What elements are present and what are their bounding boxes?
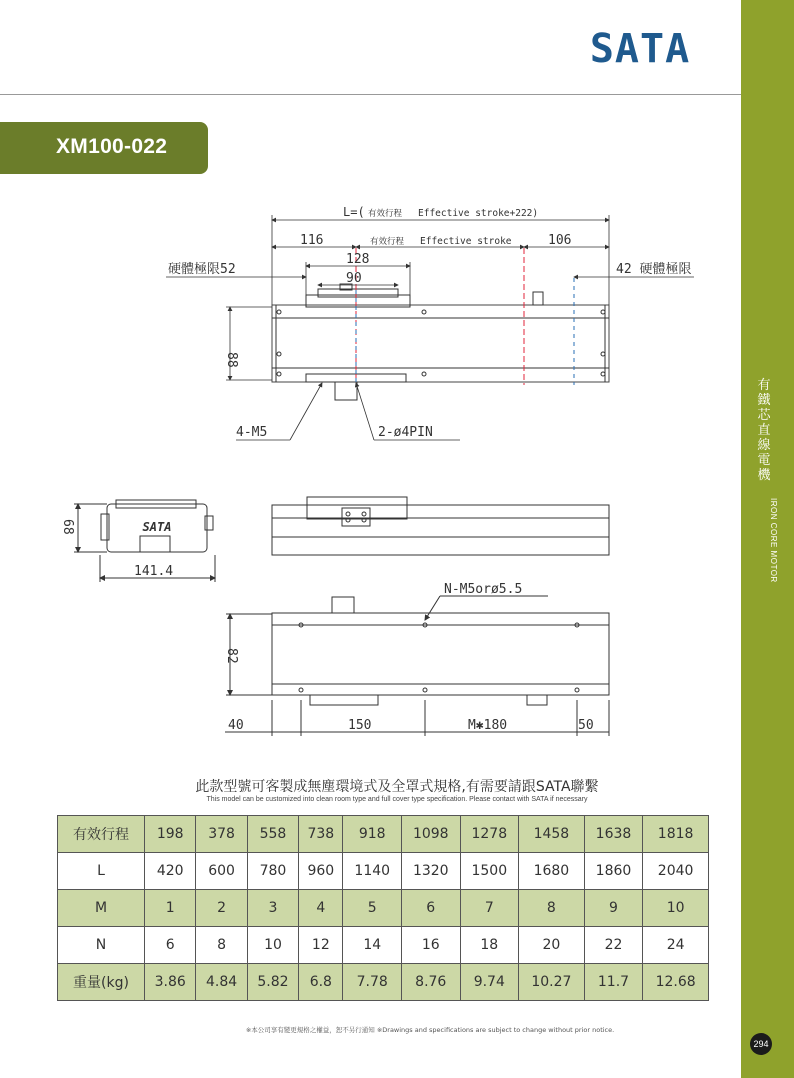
table-cell: 8 xyxy=(196,927,247,964)
row-header: 重量(kg) xyxy=(58,964,145,1001)
table-cell: 1860 xyxy=(584,853,643,890)
svg-text:116: 116 xyxy=(300,233,324,248)
row-header: N xyxy=(58,927,145,964)
table-cell: 10 xyxy=(643,890,709,927)
brand-logo xyxy=(582,24,698,70)
svg-text:106: 106 xyxy=(548,233,572,248)
table-cell: 14 xyxy=(343,927,402,964)
table-cell: 8.76 xyxy=(402,964,461,1001)
svg-text:40: 40 xyxy=(228,718,244,733)
svg-text:有效行程: 有效行程 xyxy=(370,237,405,247)
table-cell: 3 xyxy=(247,890,298,927)
table-cell: 11.7 xyxy=(584,964,643,1001)
technical-drawing xyxy=(0,190,741,750)
table-cell: 12.68 xyxy=(643,964,709,1001)
table-cell: 9 xyxy=(584,890,643,927)
table-row xyxy=(58,816,709,853)
svg-text:N-M5orø5.5: N-M5orø5.5 xyxy=(444,582,523,597)
customization-note-cn: 此款型號可客製成無塵環境式及全罩式規格,有需要請跟SATA聯繫 xyxy=(195,779,599,795)
table-cell: 4.84 xyxy=(196,964,247,1001)
table-cell: 7.78 xyxy=(343,964,402,1001)
table-cell: 20 xyxy=(519,927,585,964)
table-cell: 2 xyxy=(196,890,247,927)
table-cell: 1500 xyxy=(460,853,519,890)
table-cell: 9.74 xyxy=(460,964,519,1001)
table-cell: 7 xyxy=(460,890,519,927)
svg-text:SATA: SATA xyxy=(142,520,172,534)
footer-note: ※本公司享有變更規格之權益，恕不另行通知 ※Drawings and specifications are subject to change without prior notice. xyxy=(245,1026,615,1034)
table-cell: 780 xyxy=(247,853,298,890)
table-cell: 5.82 xyxy=(247,964,298,1001)
table-row xyxy=(58,890,709,927)
svg-text:128: 128 xyxy=(346,252,370,267)
table-cell: 22 xyxy=(584,927,643,964)
svg-text:90: 90 xyxy=(346,271,362,286)
model-title: XM100-022 xyxy=(56,135,168,158)
svg-text:SATA: SATA xyxy=(589,26,691,70)
table-cell: 1638 xyxy=(584,816,643,853)
table-cell: 1680 xyxy=(519,853,585,890)
svg-text:150: 150 xyxy=(348,718,372,733)
svg-text:82: 82 xyxy=(224,648,239,664)
table-cell: 1278 xyxy=(460,816,519,853)
spec-table xyxy=(57,815,709,1001)
page-number: 294 xyxy=(750,1033,772,1055)
sidebar-category-en: IRON CORE MOTOR xyxy=(769,498,778,583)
table-cell: 1098 xyxy=(402,816,461,853)
svg-text:Effective stroke+222): Effective stroke+222) xyxy=(418,208,539,219)
row-header: L xyxy=(58,853,145,890)
table-cell: 24 xyxy=(643,927,709,964)
table-cell: 1140 xyxy=(343,853,402,890)
svg-text:42 硬體極限: 42 硬體極限 xyxy=(616,262,692,277)
table-cell: 1458 xyxy=(519,816,585,853)
table-cell: 1 xyxy=(145,890,196,927)
table-cell: 18 xyxy=(460,927,519,964)
table-cell: 10 xyxy=(247,927,298,964)
table-cell: 1818 xyxy=(643,816,709,853)
table-cell: 960 xyxy=(299,853,343,890)
header-divider xyxy=(0,94,741,95)
sidebar xyxy=(741,0,794,1078)
table-cell: 378 xyxy=(196,816,247,853)
svg-text:2-ø4PIN: 2-ø4PIN xyxy=(378,425,433,440)
table-row xyxy=(58,964,709,1001)
table-cell: 6.8 xyxy=(299,964,343,1001)
sidebar-category-cn: 有鐵芯直線電機 xyxy=(757,378,771,483)
table-cell: 918 xyxy=(343,816,402,853)
svg-text:M✱180: M✱180 xyxy=(468,718,508,733)
svg-text:硬體極限52: 硬體極限52 xyxy=(168,262,236,277)
svg-text:50: 50 xyxy=(578,718,594,733)
table-cell: 10.27 xyxy=(519,964,585,1001)
svg-text:Effective stroke: Effective stroke xyxy=(420,236,512,247)
row-header: M xyxy=(58,890,145,927)
table-row xyxy=(58,927,709,964)
svg-text:4-M5: 4-M5 xyxy=(236,425,268,440)
table-cell: 2040 xyxy=(643,853,709,890)
table-cell: 12 xyxy=(299,927,343,964)
table-cell: 6 xyxy=(402,890,461,927)
svg-text:68: 68 xyxy=(60,519,75,535)
table-cell: 3.86 xyxy=(145,964,196,1001)
table-row xyxy=(58,853,709,890)
table-cell: 16 xyxy=(402,927,461,964)
svg-text:88: 88 xyxy=(224,352,239,368)
table-cell: 558 xyxy=(247,816,298,853)
table-cell: 420 xyxy=(145,853,196,890)
customization-note-en: This model can be customized into clean room type and full cover type specification. Please contact with SATA if necessary xyxy=(206,796,588,803)
table-cell: 8 xyxy=(519,890,585,927)
svg-text:141.4: 141.4 xyxy=(134,564,174,579)
table-cell: 600 xyxy=(196,853,247,890)
table-cell: 5 xyxy=(343,890,402,927)
svg-text:有效行程: 有效行程 xyxy=(368,209,403,219)
model-tab xyxy=(0,122,208,174)
table-cell: 198 xyxy=(145,816,196,853)
row-header: 有效行程 xyxy=(58,816,145,853)
table-cell: 4 xyxy=(299,890,343,927)
svg-text:L=(: L=( xyxy=(343,205,365,219)
table-cell: 6 xyxy=(145,927,196,964)
table-cell: 1320 xyxy=(402,853,461,890)
table-cell: 738 xyxy=(299,816,343,853)
